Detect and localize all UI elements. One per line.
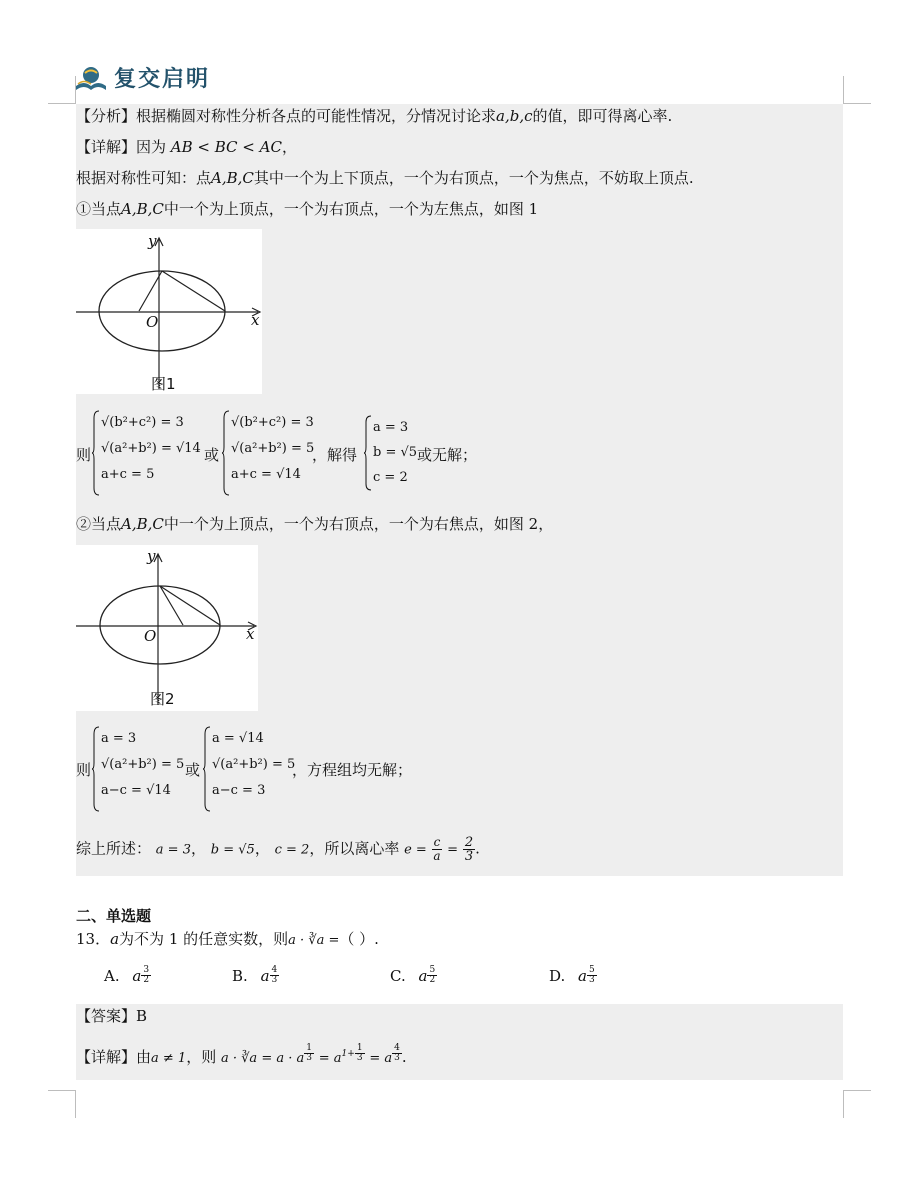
- system-4-eq1: a = √14: [212, 731, 264, 746]
- huo-1: 或: [204, 446, 220, 464]
- crop-mark-br-v: [843, 1090, 844, 1118]
- case1-line: ①当点A,B,C中一个为上顶点，一个为右顶点，一个为左焦点，如图 1: [76, 200, 539, 218]
- brace-3: [364, 415, 372, 491]
- brace-4: [92, 726, 100, 812]
- system-2-eq3: a+c = √14: [231, 467, 301, 482]
- system-2-eq1: √(b²+c²) = 3: [231, 415, 314, 430]
- system-2-eq2: √(a²+b²) = 5: [231, 441, 315, 456]
- header-logo: [74, 62, 210, 93]
- huowujie: 或无解；: [417, 446, 478, 464]
- fig2-origin-label: O: [144, 627, 157, 645]
- section-heading: 二、单选题: [76, 907, 152, 925]
- crop-mark-bl-v: [75, 1090, 76, 1118]
- crop-mark-bl-h: [48, 1090, 76, 1091]
- system-3-eq1: a = 3: [101, 731, 137, 746]
- solution-a: a = 3: [373, 420, 409, 435]
- crop-mark-tr-h: [843, 103, 871, 104]
- solution-b: b = √5: [373, 445, 418, 460]
- system-1-eq2: √(a²+b²) = √14: [101, 441, 201, 456]
- fig2-y-label: y: [147, 547, 156, 565]
- crop-mark-tl-h: [48, 103, 76, 104]
- ze-2: 则: [76, 761, 92, 779]
- analysis-line: 【分析】根据椭圆对称性分析各点的可能性情况，分情况讨论求a,b,c的值，即可得离心率.: [76, 107, 673, 125]
- option-c[interactable]: C. a $^{\frac{5}{2}}$: [390, 965, 436, 985]
- symmetry-line: 根据对称性可知：点A,B,C其中一个为上下顶点，一个为右顶点，一个为焦点，不妨取上顶点.: [76, 169, 694, 187]
- figure-2: [76, 545, 258, 711]
- brace-1: [92, 410, 100, 496]
- brace-5: [203, 726, 211, 812]
- fig2-x-label: x: [246, 625, 255, 643]
- fig1-x-label: x: [251, 311, 260, 329]
- figure-1-diagram: [76, 229, 262, 394]
- ze-1: 则: [76, 446, 92, 464]
- answer-detail: 【详解】由a ≠ 1，则 a · ∛a = a · a $^{\frac{1}{3}}$ = $a^{1+}$ $^{\frac{1}{3}}$ = a $^{\frac{4}{3}}$ .: [76, 1043, 407, 1066]
- case2-line: ②当点A,B,C中一个为上顶点，一个为右顶点，一个为右焦点，如图 2，: [76, 515, 554, 533]
- system-4-eq2: √(a²+b²) = 5: [212, 757, 296, 772]
- option-d[interactable]: D. a $^{\frac{5}{3}}$: [549, 965, 595, 985]
- system-1-eq3: a+c = 5: [101, 467, 155, 482]
- solution-c: c = 2: [373, 470, 408, 485]
- system-3-eq2: √(a²+b²) = 5: [101, 757, 185, 772]
- fig1-origin-label: O: [146, 313, 159, 331]
- detail-line: 【详解】因为 AB < BC < AC，: [76, 138, 297, 156]
- option-a[interactable]: A. a $^{\frac{3}{2}}$: [104, 965, 150, 985]
- system-3: [101, 726, 184, 804]
- huo-2: 或: [185, 761, 201, 779]
- logo-text: 复交启明: [114, 66, 211, 92]
- system-1: [101, 410, 201, 488]
- brace-2: [222, 410, 230, 496]
- figure-2-diagram: [76, 545, 258, 711]
- question-13: 13．a为不为 1 的任意实数，则a · ∛a =（ ）.: [76, 930, 379, 948]
- fig1-caption: 图1: [151, 375, 176, 393]
- jiede: ，解得: [312, 446, 358, 464]
- solution-system: [373, 415, 417, 490]
- figure-1: [76, 229, 262, 394]
- system-2: [231, 410, 314, 488]
- wujie: ，方程组均无解；: [292, 761, 413, 779]
- answer-line: 【答案】B: [76, 1007, 148, 1025]
- system-4-eq3: a−c = 3: [212, 783, 266, 798]
- summary-line: 综上所述： a = 3， b = √5， c = 2，所以离心率 e = $\frac{c}{a}$ = $\frac{2}{3}$ .: [76, 835, 480, 864]
- crop-mark-tr-v: [843, 76, 844, 104]
- system-3-eq3: a−c = √14: [101, 783, 171, 798]
- fig1-y-label: y: [148, 232, 157, 250]
- system-1-eq1: √(b²+c²) = 3: [101, 415, 184, 430]
- crop-mark-br-h: [843, 1090, 871, 1091]
- fig2-caption: 图2: [150, 690, 175, 708]
- option-b[interactable]: B. a $^{\frac{4}{3}}$: [232, 965, 278, 985]
- system-4: [212, 726, 295, 804]
- book-globe-icon: [74, 64, 108, 92]
